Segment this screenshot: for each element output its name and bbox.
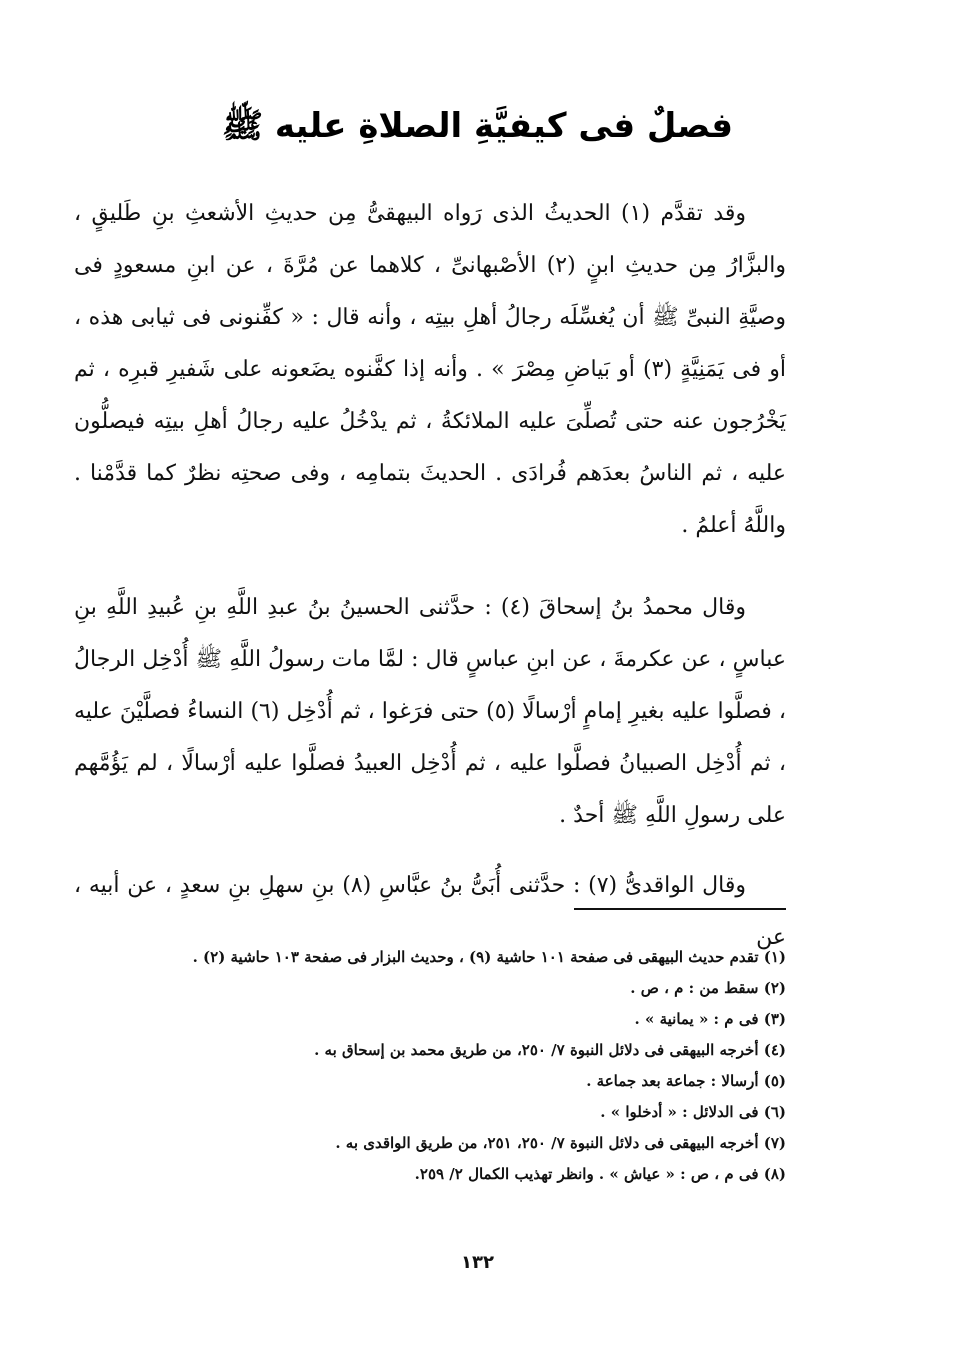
footnote-2: (٢) سقط من : م ، ص .: [630, 979, 786, 997]
paragraph-1: وقد تقدَّم (١) الحديثُ الذى رَواه البيهقىُّ مِن حديثِ الأشعثِ بنِ طَليقٍ ، والبزَّارُ مِن حديثِ ابنٍ (٢) الأصْبهانىِّ ، كلاهما عن مُرَّةَ ، عن ابنِ مسعودٍ فى وصيَّةِ النبىِّ ﷺ أن يُغسِّلَه رجالُ أهلِ بيتِه ، وأنه قال : « كفِّنونى فى ثيابى هذه ، أو فى يَمَنِيَّةٍ (٣) أو بَياضِ مِصْرَ » . وأنه إذا كفَّنوه يضَعونه على شَفيرِ قبرِه ، ثم يَخْرُجون عنه حتى تُصلِّىَ عليه الملائكةُ ، ثم يدْخُلُ عليه رجالُ أهلِ بيتِه فيصلُّون عليه ، ثم الناسُ بعدَهم فُرادَى . الحديثَ بتمامِه ، وفى صحتِه نظرٌ كما قدَّمْنا . واللَّهُ أعلمُ .: [74, 201, 786, 538]
footnote-8: (٨) فى م ، ص : « عياش » . وانظر تهذيب الكمال ٢/ ٢٥٩.: [414, 1165, 786, 1183]
paragraph-3: وقال الواقدىُّ (٧) : حدَّثنى أُبَىُّ بنُ عبَّاسِ (٨) بنِ سهلِ بنِ سعدٍ ، عن أبيه ، عن: [74, 873, 786, 950]
footnote-5: (٥) أرسالا : جماعة بعد جماعة .: [586, 1072, 786, 1090]
footnote-1: (١) تقدم حديث البيهقى فى صفحة ١٠١ حاشية (٩) ، وحديث البزار فى صفحة ١٠٣ حاشية (٢) .: [192, 948, 786, 966]
main-text: [74, 188, 786, 964]
footnotes: [74, 942, 786, 1190]
page-number: ١٣٢: [461, 1252, 494, 1273]
footnote-7: (٧) أخرجه البيهقى فى دلائل النبوة ٧/ ٢٥٠، ٢٥١، من طريق الواقدى به .: [335, 1134, 786, 1152]
footnote-separator: [574, 908, 786, 910]
footnote-6: (٦) فى الدلائل : « أدخلوا » .: [600, 1103, 786, 1121]
footnote-4: (٤) أخرجه البيهقى فى دلائل النبوة ٧/ ٢٥٠، من طريق محمد بن إسحاق به .: [314, 1041, 786, 1059]
chapter-title: فصلٌ فى كيفيَّةِ الصلاةِ عليه ﷺ: [221, 106, 734, 146]
paragraph-2: وقال محمدُ بنُ إسحاقَ (٤) : حدَّثنى الحسينُ بنُ عبدِ اللَّهِ بنِ عُبيدِ اللَّهِ بنِ عباسٍ ، عن عكرمةَ ، عن ابنِ عباسٍ قال : لمَّا مات رسولُ اللَّهِ ﷺ أُدْخِل الرجالُ ، فصلَّوا عليه بغيرِ إمامٍ أرْسالًا (٥) حتى فرَغوا ، ثم أُدْخِل (٦) النساءُ فصلَّيْنَ عليه ، ثم أُدْخِل الصبيانُ فصلَّوا عليه ، ثم أُدْخِل العبيدُ فصلَّوا عليه أرْسالًا ، لم يَؤُمَّهم على رسولِ اللَّهِ ﷺ أحدٌ .: [74, 595, 786, 828]
footnote-3: (٣) فى م : « يمانية » .: [634, 1010, 786, 1028]
